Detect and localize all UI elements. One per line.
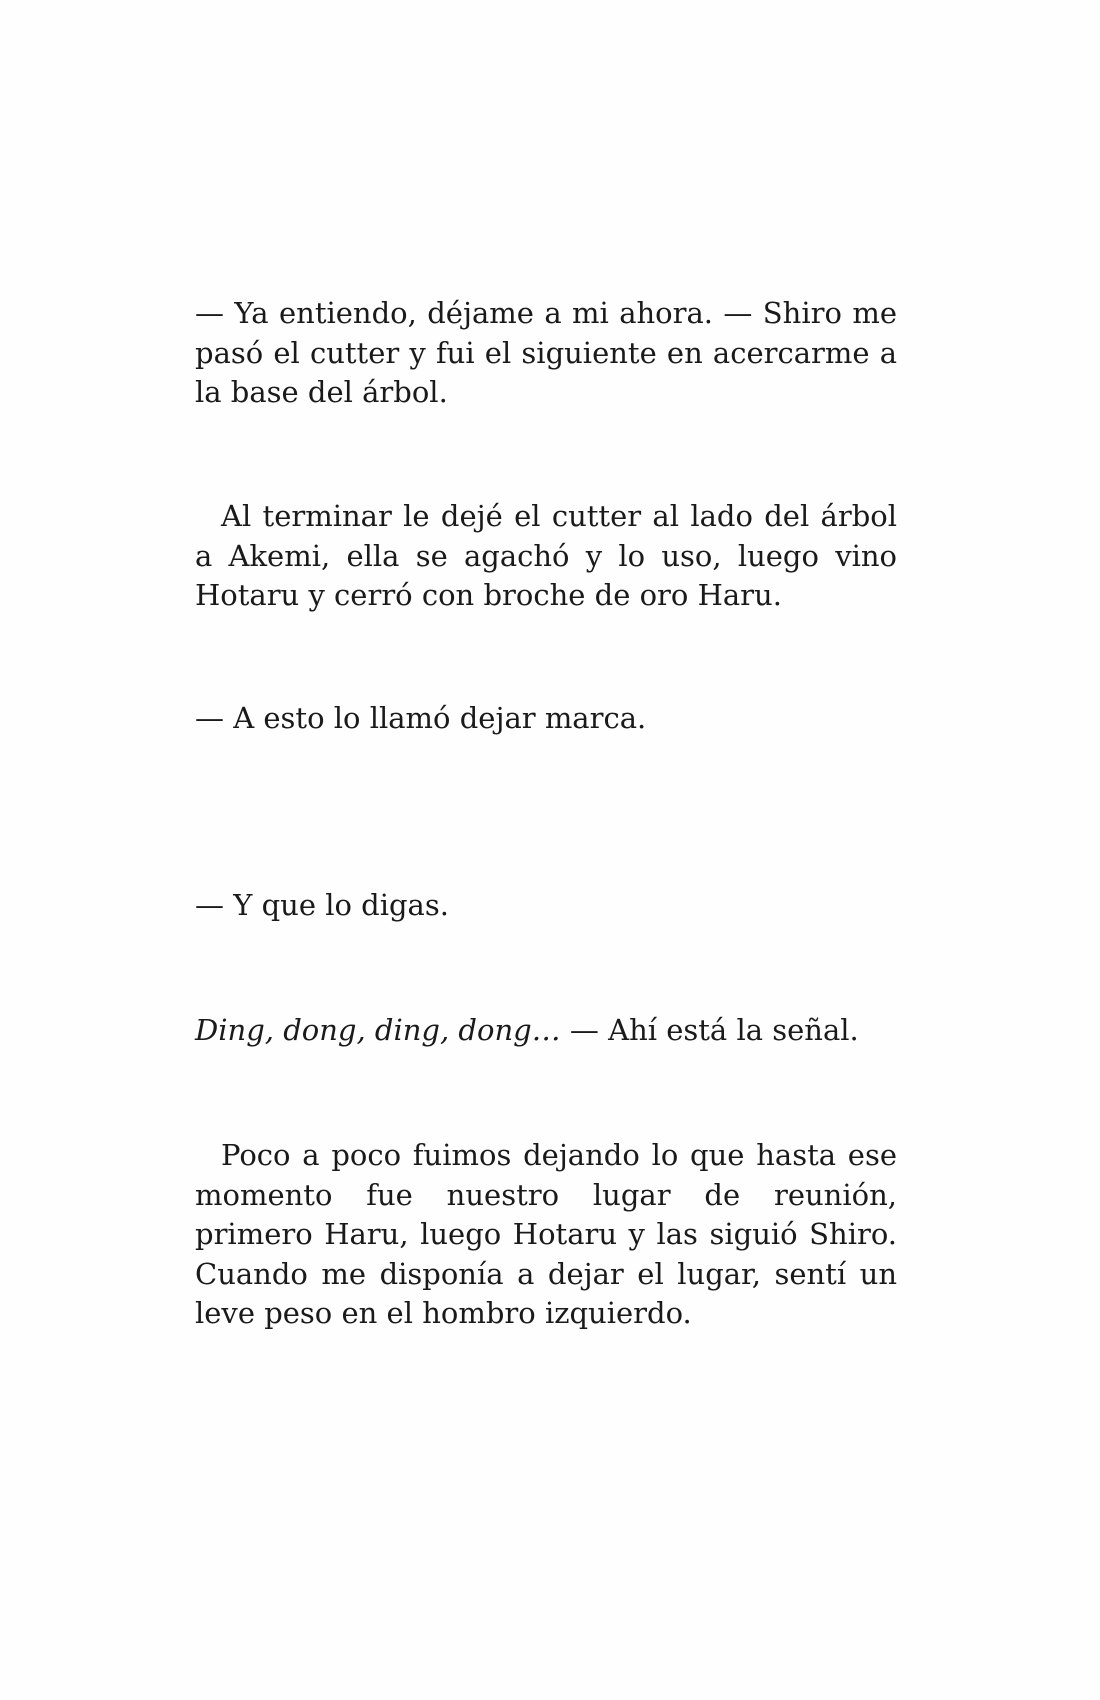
paragraph-dialogue-2: — A esto lo llamó dejar marca. xyxy=(195,701,647,735)
bell-sound-text: Ding, dong, ding, dong… xyxy=(195,1013,561,1047)
bell-sound-remark: — Ahí está la señal. xyxy=(560,1013,859,1047)
paragraph-narration-1: Al terminar le dejé el cutter al lado del árbol a Akemi, ella se agachó y lo uso, luego vino Hotaru y cerró con broche de oro Haru. xyxy=(195,499,897,612)
paragraph-dialogue-1: — Ya entiendo, déjame a mi ahora. — Shiro me pasó el cutter y fui el siguiente en acercarme a la base del árbol. xyxy=(195,296,897,409)
paragraph-bell-sound xyxy=(195,1011,897,1051)
paragraph-narration-2: Poco a poco fuimos dejando lo que hasta ese momento fue nuestro lugar de reunión, primero Haru, luego Hotaru y las siguió Shiro. Cuando me disponía a dejar el lugar, sentí un leve peso en el hombro izquierdo. xyxy=(195,1138,897,1330)
paragraph-dialogue-3: — Y que lo digas. xyxy=(195,888,449,922)
